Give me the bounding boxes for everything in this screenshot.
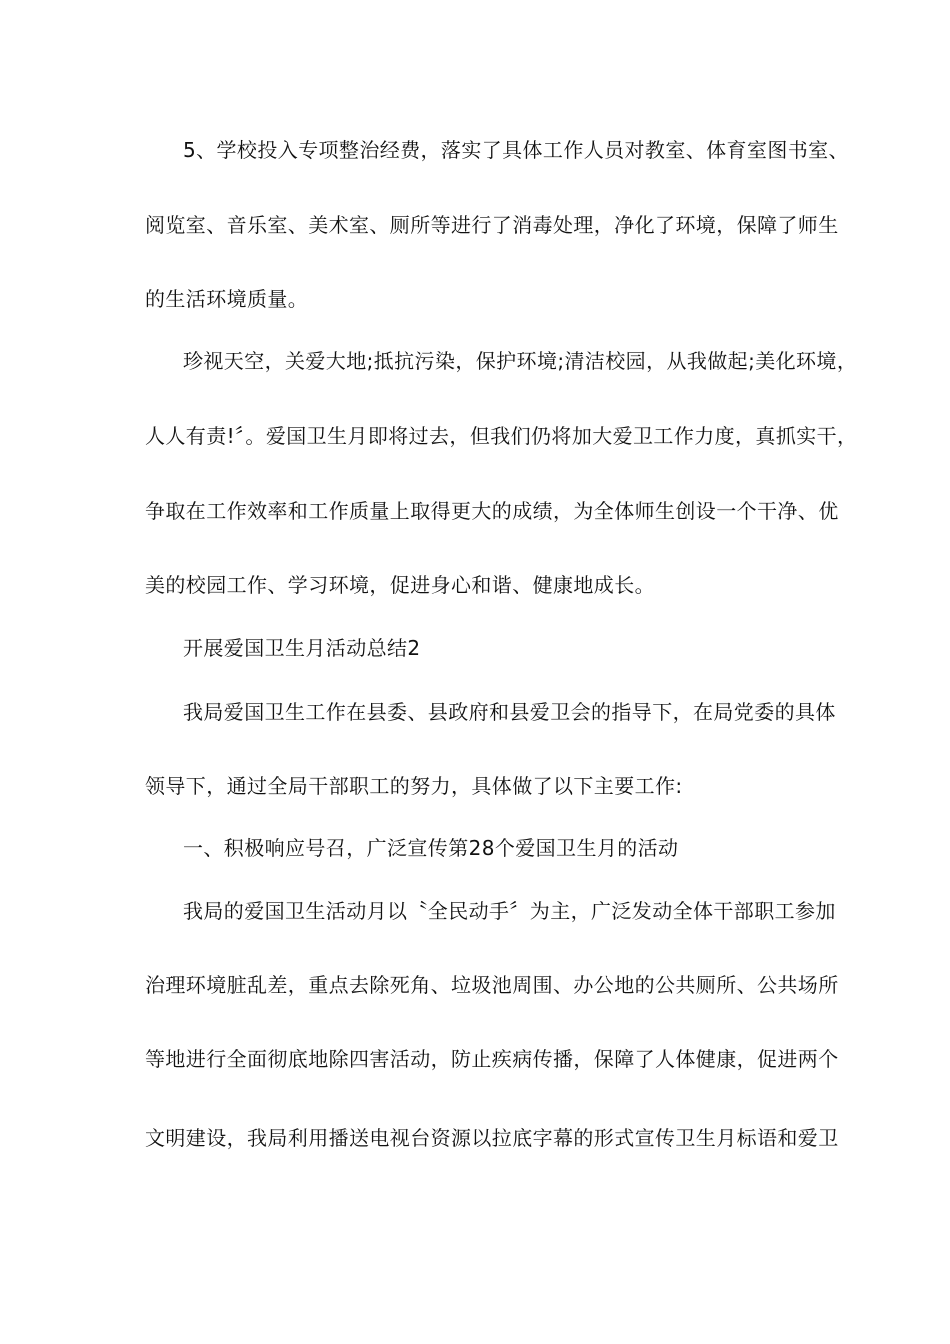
paragraph-line: 美的校园工作、学习环境，促进身心和谐、健康地成长。 xyxy=(145,573,655,597)
paragraph-line: 人人有责!〞。爱国卫生月即将过去，但我们仍将加大爱卫工作力度，真抓实干， xyxy=(145,424,858,448)
paragraph-line: 争取在工作效率和工作质量上取得更大的成绩，为全体师生创设一个干净、优 xyxy=(145,499,839,523)
paragraph-line: 5、学校投入专项整治经费，落实了具体工作人员对教室、体育室图书室、 xyxy=(183,138,849,162)
paragraph-line: 等地进行全面彻底地除四害活动，防止疾病传播，保障了人体健康，促进两个 xyxy=(145,1047,839,1071)
subsection-heading: 一、积极响应号召，广泛宣传第28个爱国卫生月的活动 xyxy=(183,836,679,860)
paragraph-line: 领导下，通过全局干部职工的努力，具体做了以下主要工作: xyxy=(145,774,683,798)
paragraph-line: 我局的爱国卫生活动月以〝全民动手〞为主，广泛发动全体干部职工参加 xyxy=(183,899,836,923)
paragraph-line: 我局爱国卫生工作在县委、县政府和县爱卫会的指导下，在局党委的具体 xyxy=(183,700,836,724)
paragraph-line: 珍视天空，关爱大地;抵抗污染，保护环境;清洁校园，从我做起;美化环境， xyxy=(183,349,858,373)
paragraph-line: 的生活环境质量。 xyxy=(145,287,309,311)
section-heading: 开展爱国卫生月活动总结2 xyxy=(183,636,421,660)
paragraph-line: 阅览室、音乐室、美术室、厕所等进行了消毒处理，净化了环境，保障了师生 xyxy=(145,213,839,237)
paragraph-line: 文明建设，我局利用播送电视台资源以拉底字幕的形式宣传卫生月标语和爱卫 xyxy=(145,1126,839,1150)
paragraph-line: 治理环境脏乱差，重点去除死角、垃圾池周围、办公地的公共厕所、公共场所 xyxy=(145,973,839,997)
